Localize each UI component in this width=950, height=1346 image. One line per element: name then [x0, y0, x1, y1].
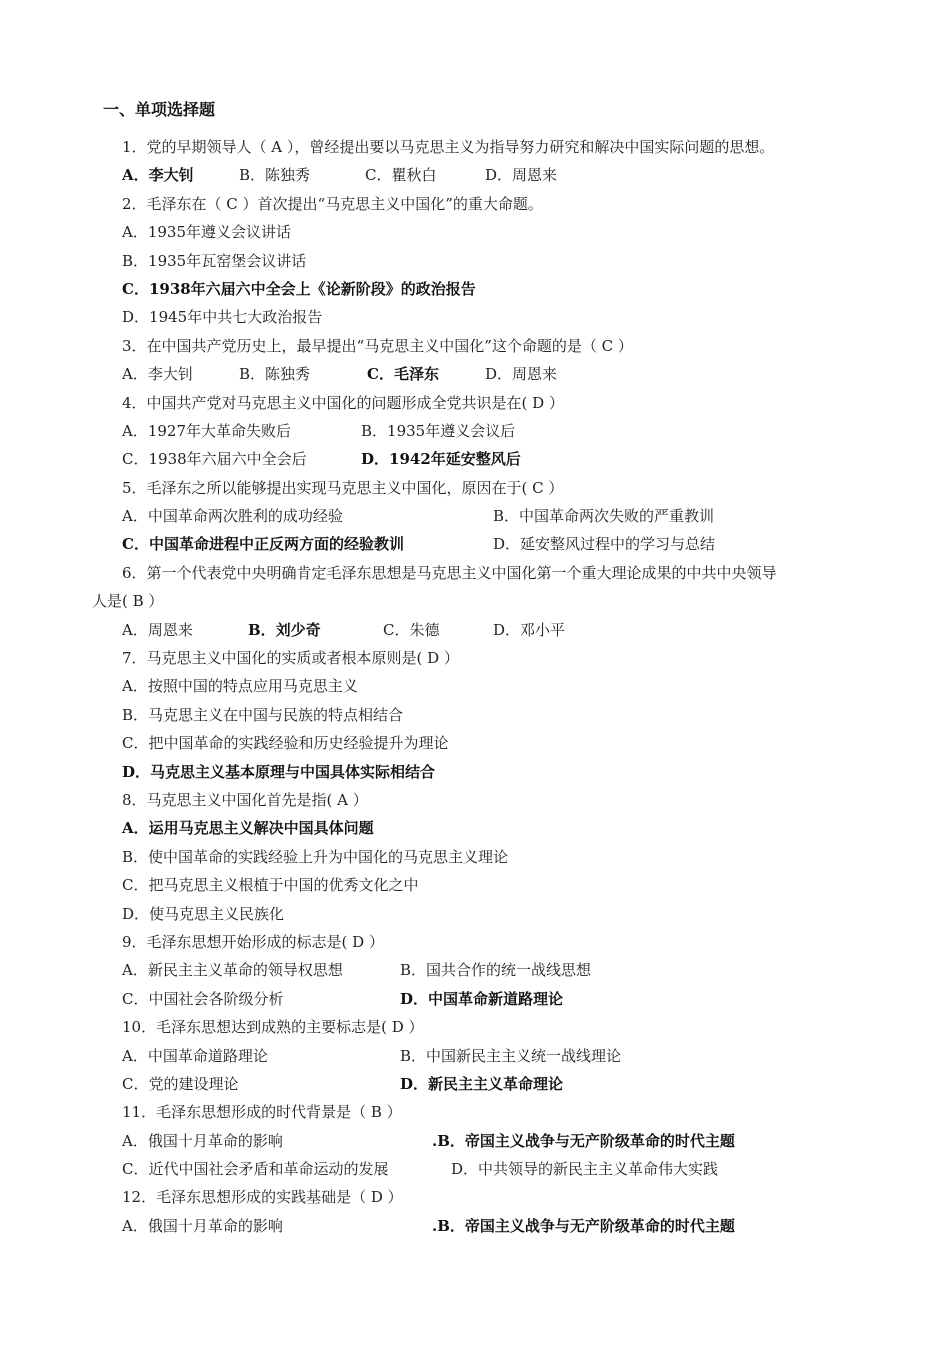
- option-c: C．中国社会各阶级分析: [122, 989, 284, 1008]
- question-5-options-2: [0, 530, 950, 558]
- option-c: C．毛泽东: [367, 365, 439, 384]
- option-c: C．把马克思主义根植于中国的优秀文化之中: [122, 876, 419, 895]
- question-9-options-2: [0, 985, 950, 1013]
- question-4-options-1: [0, 417, 950, 445]
- question-12-options-1: [0, 1212, 950, 1240]
- option-a: A．俄国十月革命的影响: [122, 1216, 283, 1235]
- option-a: A．运用马克思主义解决中国具体问题: [122, 819, 374, 838]
- question-9-options-1: [0, 956, 950, 984]
- option-d: D．1942年延安整风后: [361, 450, 521, 469]
- option-b: B．刘少奇: [248, 620, 321, 639]
- question-11-options-1: [0, 1127, 950, 1155]
- question-1-stem: 1．党的早期领导人（ A ），曾经提出要以马克思主义为指导努力研究和解决中国实际问题的思想。: [122, 138, 775, 156]
- question-11-stem: 11．毛泽东思想形成的时代背景是（ B ）: [122, 1103, 402, 1122]
- question-12-stem: 12．毛泽东思想形成的实践基础是（ D ）: [122, 1188, 403, 1207]
- option-a: A．俄国十月革命的影响: [122, 1131, 283, 1150]
- option-b: B．1935年瓦窑堡会议讲话: [122, 251, 307, 270]
- question-7-stem: 7．马克思主义中国化的实质或者根本原则是( D ）: [122, 649, 459, 668]
- option-b: B．马克思主义在中国与民族的特点相结合: [122, 705, 404, 724]
- question-3-stem: 3．在中国共产党历史上，最早提出“马克思主义中国化”这个命题的是（ C ）: [122, 336, 633, 355]
- question-9-stem: 9．毛泽东思想开始形成的标志是( D ）: [122, 932, 384, 951]
- question-5-options-1: [0, 502, 950, 530]
- question-4-options-2: [0, 445, 950, 473]
- option-d: D．中国革命新道路理论: [400, 989, 564, 1008]
- option-a: A．按照中国的特点应用马克思主义: [122, 677, 358, 696]
- option-b: B．国共合作的统一战线思想: [400, 961, 592, 980]
- question-5-stem: 5．毛泽东之所以能够提出实现马克思主义中国化，原因在于( C ）: [122, 478, 564, 497]
- option-d: D．中共领导的新民主主义革命伟大实践: [451, 1160, 719, 1179]
- option-b: B．陈独秀: [239, 365, 311, 384]
- question-10-stem: 10．毛泽东思想达到成熟的主要标志是( D ）: [122, 1018, 424, 1037]
- option-a: A．中国革命两次胜利的成功经验: [122, 507, 343, 526]
- option-b: B．中国革命两次失败的严重教训: [493, 507, 715, 526]
- option-c: C．党的建设理论: [122, 1074, 239, 1093]
- option-d: D．1945年中共七大政治报告: [122, 308, 323, 327]
- question-1-options: [0, 161, 950, 189]
- option-a: A．李大钊: [122, 166, 194, 185]
- question-6-stem: 6．第一个代表党中央明确肯定毛泽东思想是马克思主义中国化第一个重大理论成果的中共中央领导: [122, 563, 777, 582]
- option-d: D．马克思主义基本原理与中国具体实际相结合: [122, 762, 436, 781]
- option-c: C．中国革命进程中正反两方面的经验教训: [122, 535, 404, 554]
- question-list: [0, 133, 950, 1240]
- option-d: D．新民主主义革命理论: [400, 1074, 564, 1093]
- question-6-options: [0, 616, 950, 644]
- option-a: A．李大钊: [122, 365, 193, 384]
- option-b: B．1935年遵义会议后: [361, 421, 516, 440]
- option-b: B．使中国革命的实践经验上升为中国化的马克思主义理论: [122, 847, 509, 866]
- option-c: C．朱德: [383, 620, 440, 639]
- question-6-stem-cont: 人是( B ）: [92, 592, 164, 611]
- option-d: D．周恩来: [485, 166, 558, 185]
- option-d: D．周恩来: [485, 365, 558, 384]
- option-d: D．延安整风过程中的学习与总结: [493, 535, 716, 554]
- option-b: .B．帝国主义战争与无产阶级革命的时代主题: [432, 1131, 735, 1150]
- question-2-stem: 2．毛泽东在（ C ）首次提出“马克思主义中国化”的重大命题。: [122, 194, 543, 213]
- option-a: A．中国革命道路理论: [122, 1046, 268, 1065]
- question-3-options: [0, 360, 950, 388]
- option-c: C．1938年六届六中全会上《论新阶段》的政治报告: [122, 279, 476, 298]
- option-a: A．新民主主义革命的领导权思想: [122, 961, 343, 980]
- option-b: .B．帝国主义战争与无产阶级革命的时代主题: [432, 1216, 735, 1235]
- option-a: A．周恩来: [122, 620, 193, 639]
- option-c: C．把中国革命的实践经验和历史经验提升为理论: [122, 734, 449, 753]
- option-d: D．邓小平: [493, 620, 566, 639]
- question-10-options-1: [0, 1042, 950, 1070]
- option-a: A．1927年大革命失败后: [122, 421, 292, 440]
- question-4-stem: 4．中国共产党对马克思主义中国化的问题形成全党共识是在( D ）: [122, 393, 564, 412]
- option-b: B．陈独秀: [239, 166, 311, 185]
- question-11-options-2: [0, 1155, 950, 1183]
- option-a: A．1935年遵义会议讲话: [122, 223, 292, 242]
- option-c: C．瞿秋白: [365, 166, 437, 185]
- section-title: 一、单项选择题: [103, 100, 216, 119]
- question-10-options-2: [0, 1070, 950, 1098]
- option-c: C．近代中国社会矛盾和革命运动的发展: [122, 1160, 389, 1179]
- question-8-stem: 8．马克思主义中国化首先是指( A ）: [122, 790, 368, 809]
- option-b: B．中国新民主主义统一战线理论: [400, 1046, 622, 1065]
- option-c: C．1938年六届六中全会后: [122, 450, 307, 469]
- option-d: D．使马克思主义民族化: [122, 904, 285, 923]
